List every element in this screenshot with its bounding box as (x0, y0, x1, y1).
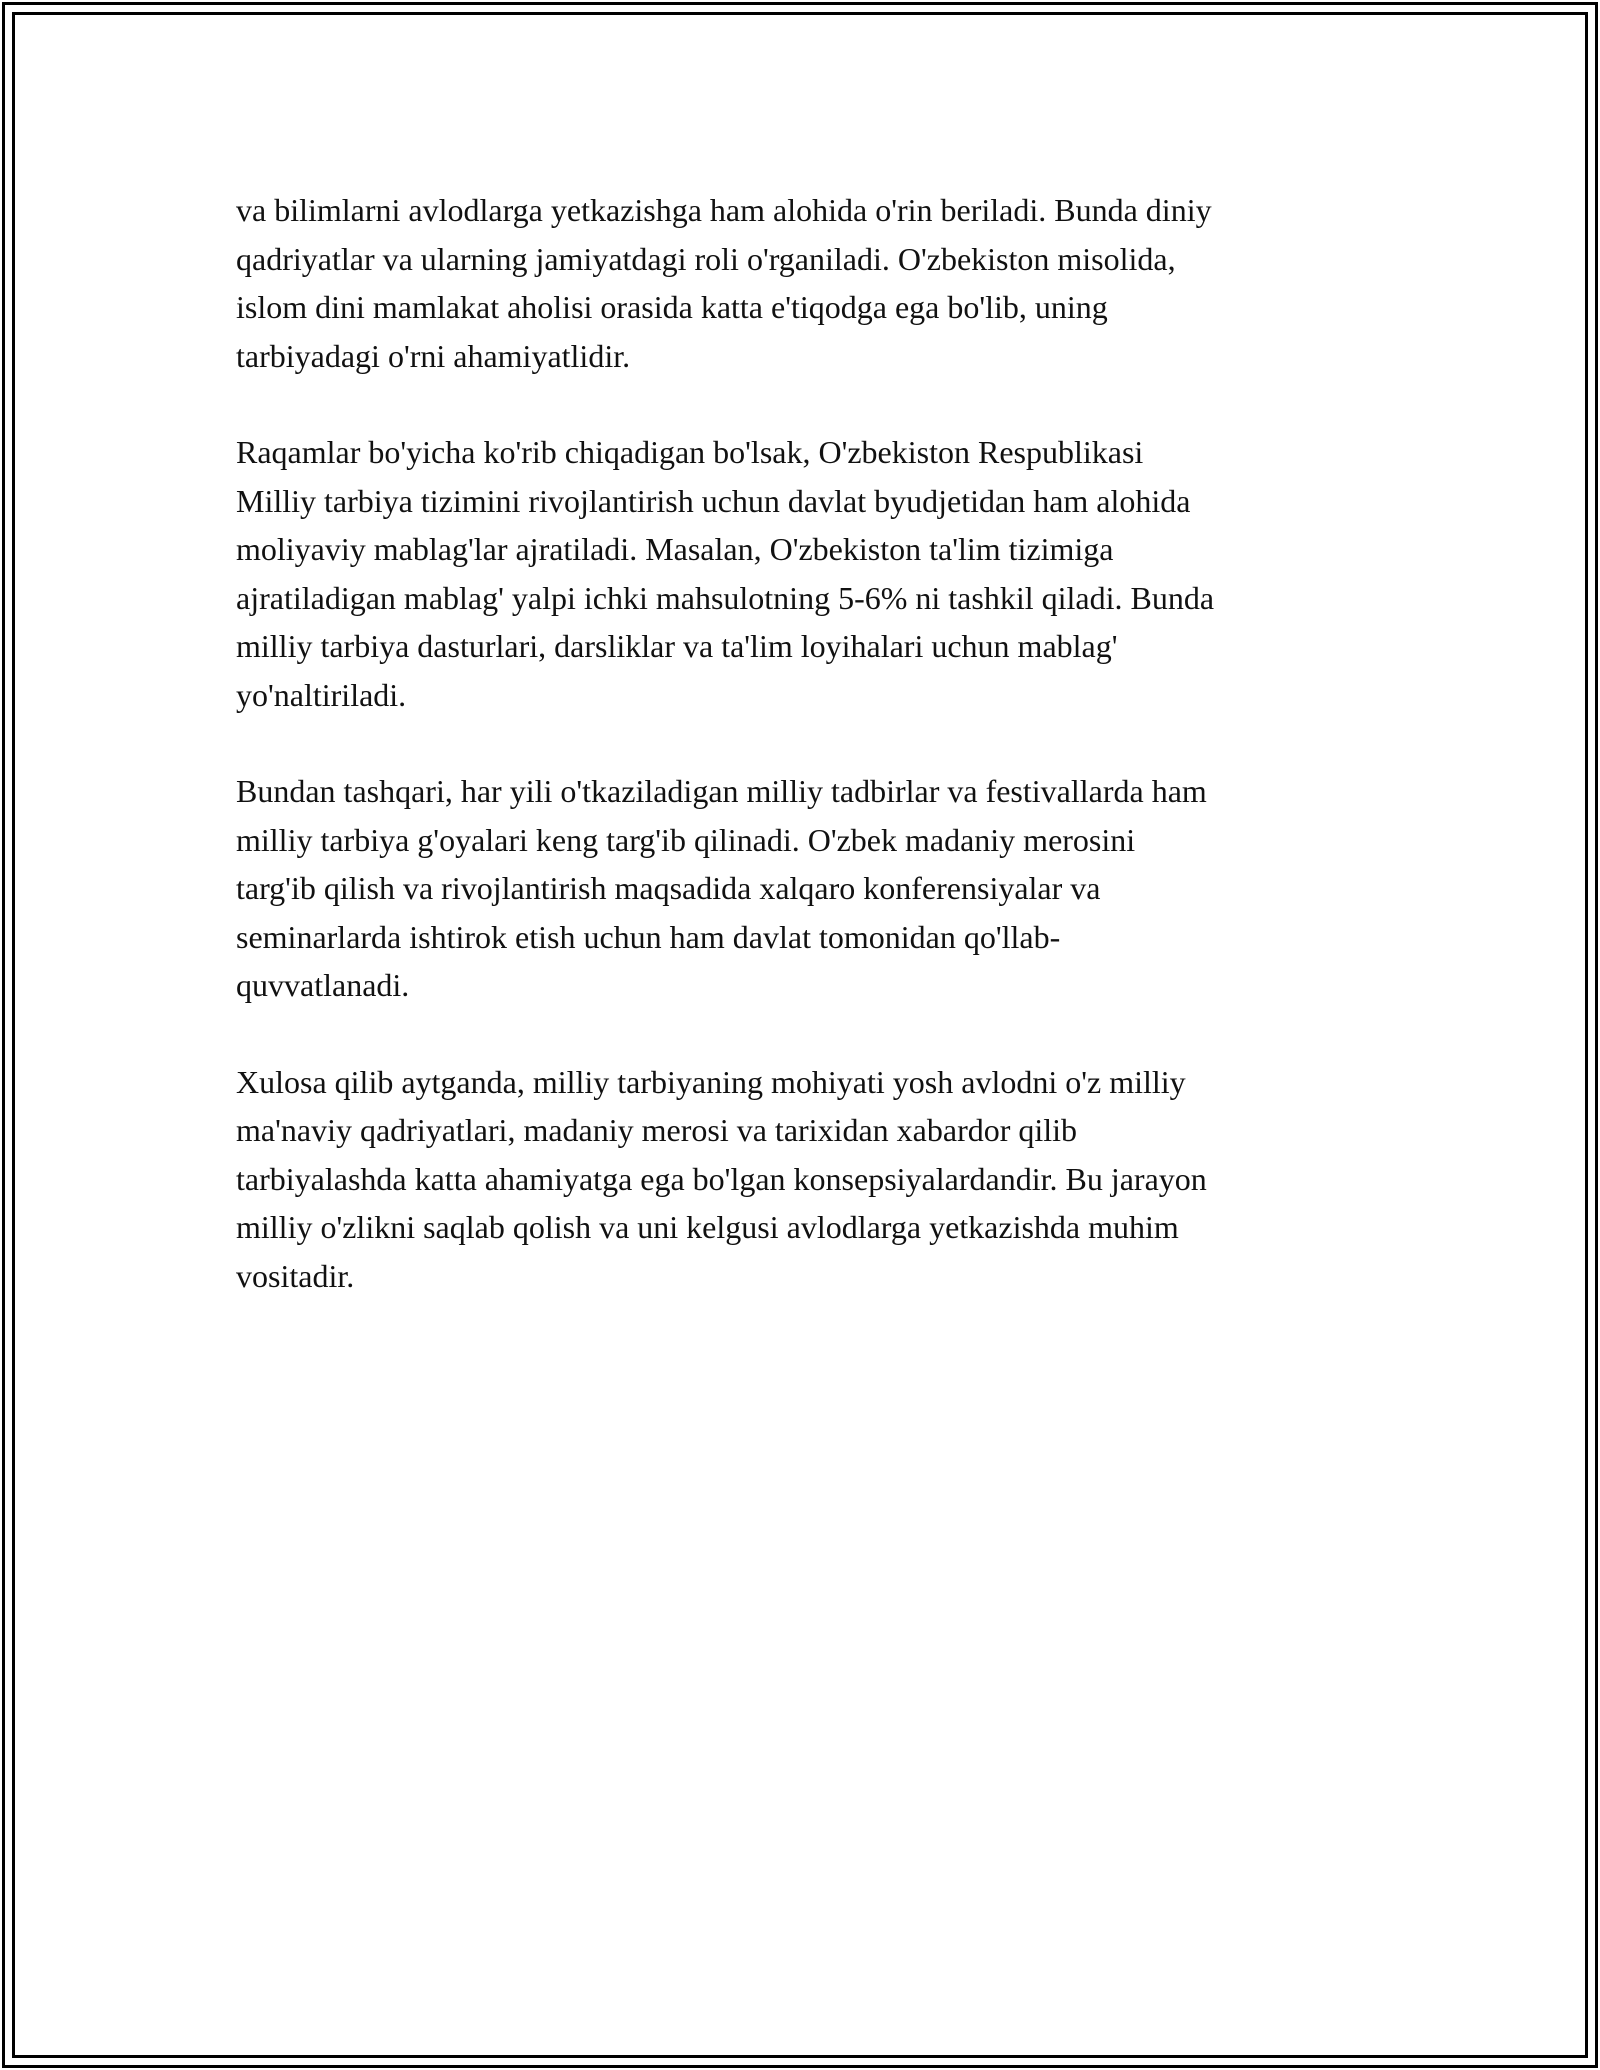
text-line: milliy tarbiya dasturlari, darsliklar va ta'lim loyihalari uchun mablag' (236, 628, 1118, 664)
text-line: ma'naviy qadriyatlari, madaniy merosi va tarixidan xabardor qilib (236, 1112, 1078, 1148)
text-line: quvvatlanadi. (236, 967, 410, 1003)
text-line: va bilimlarni avlodlarga yetkazishga ham alohida o'rin beriladi. Bunda diniy (236, 192, 1212, 228)
paragraph-1 (236, 186, 1366, 380)
text-line: Bundan tashqari, har yili o'tkaziladigan milliy tadbirlar va festivallarda ham (236, 773, 1207, 809)
text-line: vositadir. (236, 1257, 355, 1294)
document-body (236, 186, 1366, 1348)
text-line: yo'naltiriladi. (236, 676, 407, 713)
text-line: Milliy tarbiya tizimini rivojlantirish uchun davlat byudjetidan ham alohida (236, 482, 1191, 519)
paragraph-2 (236, 428, 1366, 719)
text-line: seminarlarda ishtirok etish uchun ham davlat tomonidan qo'llab- (236, 918, 1061, 955)
text-line: milliy o'zlikni saqlab qolish va uni kelgusi avlodlarga yetkazishda muhim (236, 1209, 1179, 1245)
text-line: targ'ib qilish va rivojlantirish maqsadida xalqaro konferensiyalar va (236, 870, 1101, 906)
text-line: Raqamlar bo'yicha ko'rib chiqadigan bo'lsak, O'zbekiston Respublikasi (236, 434, 1144, 470)
text-line: moliyaviy mablag'lar ajratiladi. Masalan, O'zbekiston ta'lim tizimiga (236, 531, 1114, 567)
paragraph-3 (236, 767, 1366, 1010)
paragraph-4 (236, 1058, 1366, 1301)
text-line: tarbiyadagi o'rni ahamiyatlidir. (236, 337, 631, 374)
text-line: qadriyatlar va ularning jamiyatdagi roli o'rganiladi. O'zbekiston misolida, (236, 240, 1176, 277)
text-line: tarbiyalashda katta ahamiyatga ega bo'lgan konsepsiyalardandir. Bu jarayon (236, 1160, 1207, 1197)
text-line: islom dini mamlakat aholisi orasida katta e'tiqodga ega bo'lib, uning (236, 289, 1108, 325)
text-line: ajratiladigan mablag' yalpi ichki mahsulotning 5-6% ni tashkil qiladi. Bunda (236, 579, 1215, 616)
text-line: Xulosa qilib aytganda, milliy tarbiyaning mohiyati yosh avlodni o'z milliy (236, 1063, 1186, 1100)
text-line: milliy tarbiya g'oyalari keng targ'ib qilinadi. O'zbek madaniy merosini (236, 821, 1136, 858)
